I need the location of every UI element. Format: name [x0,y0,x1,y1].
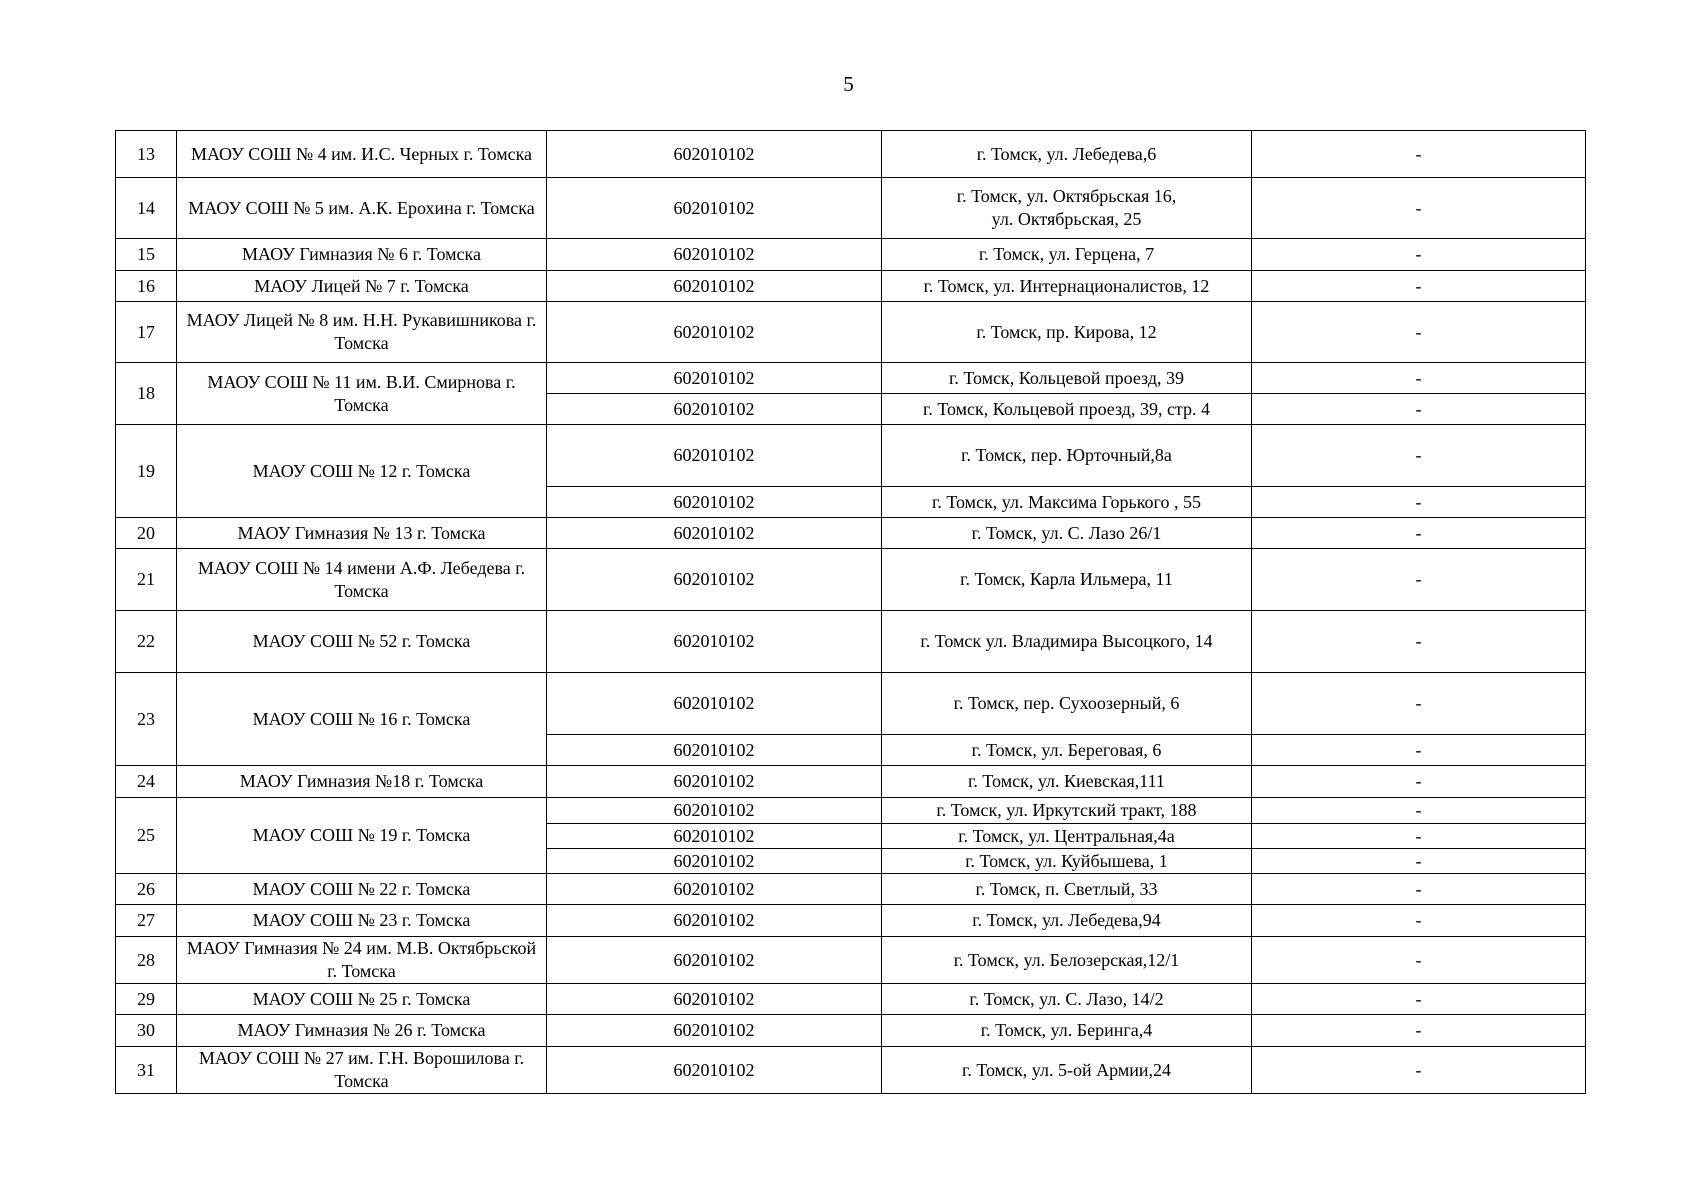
school-code: 602010102 [547,425,882,487]
row-number: 23 [116,673,177,766]
school-name: МАОУ СОШ № 19 г. Томска [177,798,547,874]
school-address: г. Томск, пер. Юрточный,8а [882,425,1252,487]
school-name: МАОУ Лицей № 7 г. Томска [177,271,547,302]
school-name: МАОУ СОШ № 11 им. В.И. Смирнова г. Томска [177,363,547,425]
school-name: МАОУ СОШ № 5 им. А.К. Ерохина г. Томска [177,178,547,239]
row-number: 14 [116,178,177,239]
schools-table [115,130,1586,1094]
empty-value-cell: - [1252,849,1586,874]
empty-value-cell: - [1252,905,1586,937]
table-row [116,611,1586,673]
school-code: 602010102 [547,1047,882,1094]
row-number: 25 [116,798,177,874]
row-number: 16 [116,271,177,302]
school-code: 602010102 [547,363,882,394]
school-name: МАОУ СОШ № 23 г. Томска [177,905,547,937]
table-row [116,874,1586,905]
row-number: 22 [116,611,177,673]
school-name: МАОУ СОШ № 22 г. Томска [177,874,547,905]
row-number: 18 [116,363,177,425]
school-code: 602010102 [547,239,882,271]
school-code: 602010102 [547,518,882,549]
school-code: 602010102 [547,1015,882,1047]
empty-value-cell: - [1252,239,1586,271]
school-code: 602010102 [547,178,882,239]
school-address: г. Томск, ул. 5-ой Армии,24 [882,1047,1252,1094]
table-row [116,363,1586,394]
school-address: г. Томск, ул. Беринга,4 [882,1015,1252,1047]
row-number: 29 [116,984,177,1015]
school-address: г. Томск, Кольцевой проезд, 39, стр. 4 [882,394,1252,425]
empty-value-cell: - [1252,611,1586,673]
school-address: г. Томск, ул. Белозерская,12/1 [882,937,1252,984]
school-address: г. Томск ул. Владимира Высоцкого, 14 [882,611,1252,673]
school-address: г. Томск, пер. Сухоозерный, 6 [882,673,1252,735]
school-address: г. Томск, п. Светлый, 33 [882,874,1252,905]
empty-value-cell: - [1252,363,1586,394]
empty-value-cell: - [1252,1047,1586,1094]
school-code: 602010102 [547,673,882,735]
empty-value-cell: - [1252,271,1586,302]
school-code: 602010102 [547,798,882,824]
table-row [116,518,1586,549]
empty-value-cell: - [1252,178,1586,239]
school-code: 602010102 [547,874,882,905]
school-address: г. Томск, Кольцевой проезд, 39 [882,363,1252,394]
row-number: 27 [116,905,177,937]
row-number: 13 [116,131,177,178]
page-number: 5 [843,72,854,96]
empty-value-cell: - [1252,394,1586,425]
empty-value-cell: - [1252,937,1586,984]
school-code: 602010102 [547,302,882,363]
school-address: г. Томск, ул. Иркутский тракт, 188 [882,798,1252,824]
school-code: 602010102 [547,824,882,849]
school-code: 602010102 [547,984,882,1015]
table-row [116,673,1586,735]
row-number: 24 [116,766,177,798]
school-address: г. Томск, ул. Лебедева,6 [882,131,1252,178]
school-name: МАОУ СОШ № 14 имени А.Ф. Лебедева г. Томска [177,549,547,611]
table-row [116,239,1586,271]
empty-value-cell: - [1252,874,1586,905]
school-code: 602010102 [547,394,882,425]
school-code: 602010102 [547,905,882,937]
school-code: 602010102 [547,735,882,766]
school-name: МАОУ Лицей № 8 им. Н.Н. Рукавишникова г. Томска [177,302,547,363]
school-code: 602010102 [547,937,882,984]
empty-value-cell: - [1252,549,1586,611]
school-address: г. Томск, ул. Куйбышева, 1 [882,849,1252,874]
row-number: 28 [116,937,177,984]
table-row [116,271,1586,302]
table-row [116,905,1586,937]
school-name: МАОУ СОШ № 27 им. Г.Н. Ворошилова г. Томска [177,1047,547,1094]
row-number: 17 [116,302,177,363]
school-address: г. Томск, ул. Киевская,111 [882,766,1252,798]
school-name: МАОУ СОШ № 25 г. Томска [177,984,547,1015]
empty-value-cell: - [1252,425,1586,487]
school-code: 602010102 [547,549,882,611]
empty-value-cell: - [1252,1015,1586,1047]
school-address: г. Томск, ул. Максима Горького , 55 [882,487,1252,518]
school-address: г. Томск, Карла Ильмера, 11 [882,549,1252,611]
table-row [116,1015,1586,1047]
row-number: 19 [116,425,177,518]
table-row [116,131,1586,178]
table-row [116,302,1586,363]
empty-value-cell: - [1252,302,1586,363]
school-code: 602010102 [547,766,882,798]
school-code: 602010102 [547,131,882,178]
school-name: МАОУ Гимназия № 24 им. М.В. Октябрьской г. Томска [177,937,547,984]
table-row [116,766,1586,798]
school-name: МАОУ СОШ № 52 г. Томска [177,611,547,673]
table-row [116,937,1586,984]
school-address: г. Томск, ул. Береговая, 6 [882,735,1252,766]
table-row [116,1047,1586,1094]
schools-table-body [116,131,1586,1094]
school-name: МАОУ Гимназия № 13 г. Томска [177,518,547,549]
schools-table-container [115,130,1586,1094]
school-code: 602010102 [547,487,882,518]
school-name: МАОУ СОШ № 4 им. И.С. Черных г. Томска [177,131,547,178]
row-number: 21 [116,549,177,611]
school-address: г. Томск, ул. Центральная,4а [882,824,1252,849]
school-address: г. Томск, ул. Интернационалистов, 12 [882,271,1252,302]
school-address: г. Томск, ул. С. Лазо 26/1 [882,518,1252,549]
row-number: 30 [116,1015,177,1047]
row-number: 20 [116,518,177,549]
row-number: 15 [116,239,177,271]
school-name: МАОУ Гимназия № 6 г. Томска [177,239,547,271]
empty-value-cell: - [1252,824,1586,849]
empty-value-cell: - [1252,673,1586,735]
empty-value-cell: - [1252,131,1586,178]
school-name: МАОУ Гимназия №18 г. Томска [177,766,547,798]
row-number: 26 [116,874,177,905]
school-address: г. Томск, пр. Кирова, 12 [882,302,1252,363]
school-address: г. Томск, ул. Октябрьская 16, ул. Октябрьская, 25 [882,178,1252,239]
table-row [116,549,1586,611]
school-address: г. Томск, ул. С. Лазо, 14/2 [882,984,1252,1015]
empty-value-cell: - [1252,735,1586,766]
empty-value-cell: - [1252,766,1586,798]
school-name: МАОУ СОШ № 12 г. Томска [177,425,547,518]
empty-value-cell: - [1252,487,1586,518]
table-row [116,984,1586,1015]
table-row [116,178,1586,239]
row-number: 31 [116,1047,177,1094]
empty-value-cell: - [1252,984,1586,1015]
table-row [116,798,1586,824]
school-name: МАОУ СОШ № 16 г. Томска [177,673,547,766]
school-code: 602010102 [547,849,882,874]
school-address: г. Томск, ул. Герцена, 7 [882,239,1252,271]
school-name: МАОУ Гимназия № 26 г. Томска [177,1015,547,1047]
school-address: г. Томск, ул. Лебедева,94 [882,905,1252,937]
empty-value-cell: - [1252,798,1586,824]
school-code: 602010102 [547,271,882,302]
empty-value-cell: - [1252,518,1586,549]
table-row [116,425,1586,487]
school-code: 602010102 [547,611,882,673]
